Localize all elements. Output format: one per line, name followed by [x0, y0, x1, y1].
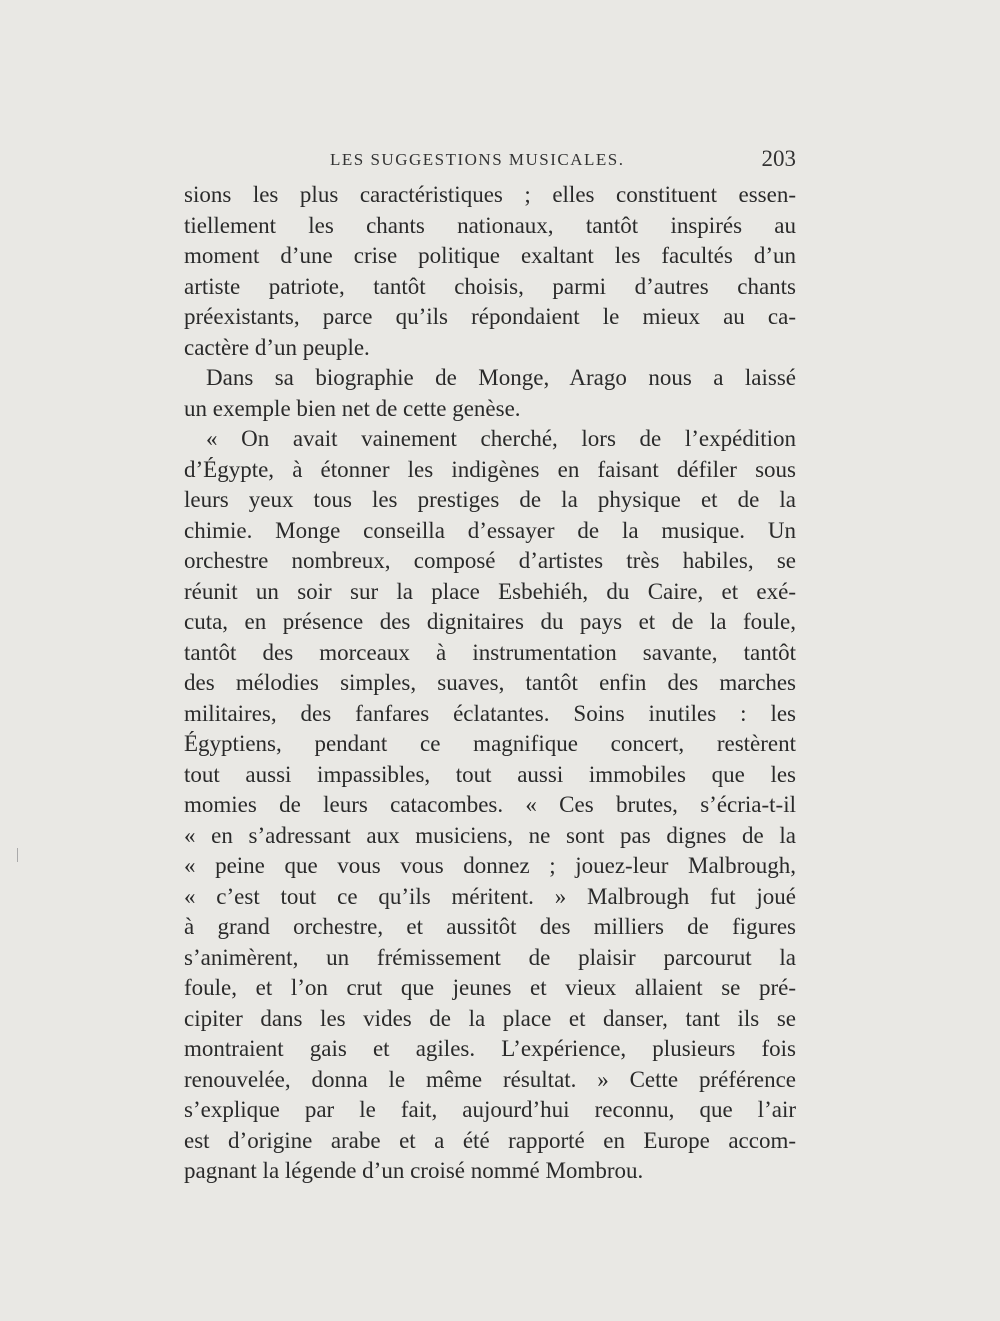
text-line: à grand orchestre, et aussitôt des milliers de figures	[184, 914, 796, 939]
text-line: préexistants, parce qu’ils répondaient le mieux au ca-	[184, 304, 796, 329]
text-line: cactère d’un peuple.	[184, 334, 370, 360]
text-line: « On avait vainement cherché, lors de l’expédition	[206, 426, 796, 451]
text-line: Égyptiens, pendant ce magnifique concert, restèrent	[184, 731, 796, 756]
text-line: tantôt des morceaux à instrumentation savante, tantôt	[184, 639, 796, 665]
text-line: tout aussi impassibles, tout aussi immobiles que les	[184, 761, 796, 787]
text-line: orchestre nombreux, composé d’artistes très habiles, se	[184, 548, 796, 573]
text-line: montraient gais et agiles. L’expérience, plusieurs fois	[184, 1036, 796, 1061]
text-line: momies de leurs catacombes. « Ces brutes, s’écria-t-il	[184, 792, 796, 817]
margin-mark	[17, 848, 18, 862]
text-line: pagnant la légende d’un croisé nommé Mombrou.	[184, 1158, 644, 1183]
text-line: sions les plus caractéristiques ; elles constituent essen-	[184, 182, 796, 207]
text-line: « peine que vous vous donnez ; jouez-leur Malbrough,	[184, 853, 796, 878]
running-head-title: LES SUGGESTIONS MUSICALES.	[330, 150, 625, 169]
text-line: Dans sa biographie de Monge, Arago nous a laissé	[206, 365, 796, 390]
text-line: chimie. Monge conseilla d’essayer de la musique. Un	[184, 517, 796, 543]
text-line: s’animèrent, un frémissement de plaisir parcourut la	[184, 944, 796, 970]
text-line: tiellement les chants nationaux, tantôt inspirés au	[184, 212, 796, 238]
text-line: leurs yeux tous les prestiges de la physique et de la	[184, 487, 796, 512]
text-line: militaires, des fanfares éclatantes. Soins inutiles : les	[184, 700, 796, 726]
text-line: moment d’une crise politique exaltant les facultés d’un	[184, 243, 796, 268]
text-line: « en s’adressant aux musiciens, ne sont pas dignes de la	[184, 822, 796, 848]
text-line: des mélodies simples, suaves, tantôt enfin des marches	[184, 670, 796, 695]
text-line: artiste patriote, tantôt choisis, parmi d’autres chants	[184, 273, 796, 299]
text-line: « c’est tout ce qu’ils méritent. » Malbrough fut joué	[184, 883, 796, 909]
text-line: foule, et l’on crut que jeunes et vieux allaient se pré-	[184, 975, 796, 1000]
body-text	[184, 180, 796, 1187]
text-line: renouvelée, donna le même résultat. » Cette préférence	[184, 1066, 796, 1092]
page-number: 203	[761, 146, 796, 171]
text-line: un exemple bien net de cette genèse.	[184, 395, 521, 421]
text-line: cipiter dans les vides de la place et danser, tant ils se	[184, 1005, 796, 1031]
text-line: d’Égypte, à étonner les indigènes en faisant défiler sous	[184, 456, 796, 482]
text-line: s’explique par le fait, aujourd’hui reconnu, que l’air	[184, 1097, 796, 1122]
text-line: est d’origine arabe et a été rapporté en Europe accom-	[184, 1127, 796, 1153]
running-head	[330, 146, 796, 176]
text-line: réunit un soir sur la place Esbehiéh, du Caire, et exé-	[184, 578, 796, 604]
text-line: cuta, en présence des dignitaires du pays et de la foule,	[184, 609, 796, 634]
